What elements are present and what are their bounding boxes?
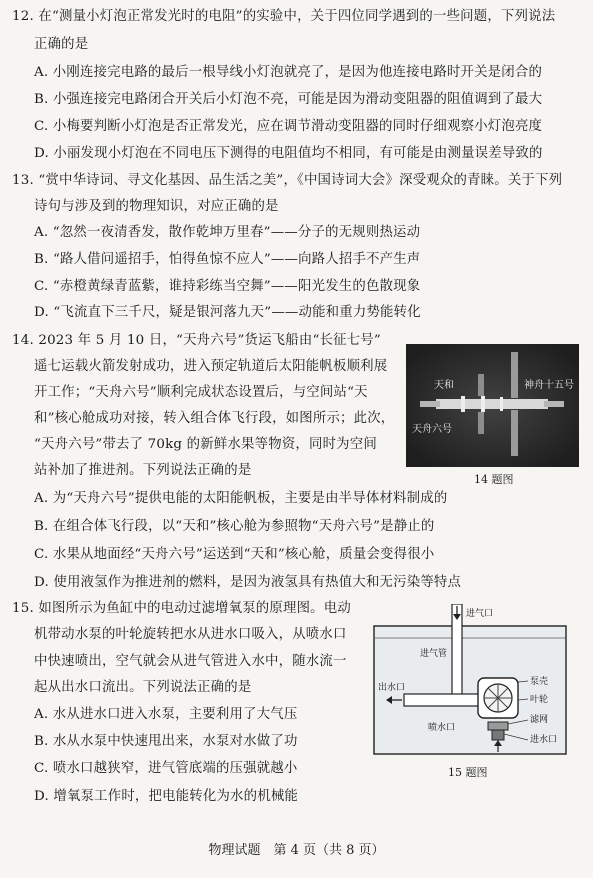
q15-option-d: D. 增氧泵工作时，把电能转化为水的机械能 [34, 789, 299, 804]
label-shenzhou-15: 神舟十五号 [524, 380, 574, 391]
q13-option-a: A. “忽然一夜清香发，散作乾坤万里春”——分子的无规则热运动 [34, 225, 421, 240]
q14-option-b: B. 在组合体飞行段，以“天和”核心舱为参照物“天舟六号”是静止的 [34, 519, 435, 534]
q14-stem-line-1: 14. 2023 年 5 月 10 日，“天舟六号”货运飞船由“长征七号” [12, 333, 381, 348]
q15-option-b: B. 水从水泵中快速甩出来，水泵对水做了功 [34, 734, 298, 749]
space-station-image [406, 344, 579, 467]
label-air-inlet: 进气口 [466, 609, 494, 619]
label-outlet: 出水口 [378, 683, 406, 693]
q15-option-c: C. 喷水口越狭窄，进气管底端的压强就越小 [34, 761, 298, 776]
q14-option-d: D. 使用液氢作为推进剂的燃料，是因为液氢具有热值大和无污染等特点 [34, 575, 462, 590]
q13-option-c: C. “赤橙黄绿青蓝紫，谁持彩练当空舞”——阳光发生的色散现象 [34, 279, 421, 294]
label-water-inlet: 进水口 [530, 735, 558, 745]
q12-stem-line-2: 正确的是 [34, 37, 89, 52]
q12-option-b: B. 小强连接完电路闭合开关后小灯泡不亮，可能是因为滑动变阻器的阻值调到了最大 [34, 92, 543, 107]
q13-option-d: D. “飞流直下三千尺，疑是银河落九天”——动能和重力势能转化 [34, 305, 421, 320]
q15-stem-line-4: 起从出水口流出。下列说法正确的是 [34, 680, 252, 695]
q14-option-c: C. 水果从地面经“天舟六号”运送到“天和”核心舱，质量会变得很小 [34, 547, 435, 562]
q14-stem-line-4: 和”核心舱成功对接，转入组合体飞行段，如图所示；此次， [34, 411, 395, 426]
q15-figure-caption: 15 题图 [448, 766, 488, 779]
label-pump-shell: 泵壳 [530, 677, 549, 687]
label-impeller: 叶轮 [530, 695, 549, 705]
q13-option-b: B. “路人借问遥招手，怕得鱼惊不应人”——向路人招手不产生声 [34, 252, 421, 267]
label-air-pipe: 进气管 [420, 649, 448, 659]
q14-stem-line-6: 站补加了推进剂。下列说法正确的是 [34, 463, 252, 478]
q15-stem-line-1: 15. 如图所示为鱼缸中的电动过滤增氧泵的原理图。电动 [12, 601, 351, 616]
q14-stem-line-5: “天舟六号”带去了 70kg 的新鲜水果等物资，同时为空间 [34, 437, 377, 452]
q12-option-c: C. 小梅要判断小灯泡是否正常发光，应在调节滑动变阻器的同时仔细观察小灯泡亮度 [34, 119, 543, 134]
q15-stem-line-2: 机带动水泵的叶轮旋转把水从进水口吸入，从喷水口 [34, 627, 347, 642]
q14-stem-line-2: 遥七运载火箭发射成功，进入预定轨道后太阳能帆板顺利展 [34, 359, 388, 374]
q12-option-a: A. 小刚连接完电路的最后一根导线小灯泡就亮了，是因为他连接电路时开关是闭合的 [34, 65, 543, 80]
label-nozzle: 喷水口 [428, 723, 456, 733]
q14-option-a: A. 为“天舟六号”提供电能的太阳能帆板，主要是由半导体材料制成的 [34, 491, 448, 506]
label-filter: 滤网 [530, 715, 549, 725]
q13-stem-line-1: 13. “赏中华诗词、寻文化基因、品生活之美”，《中国诗词大会》深受观众的青睐。关于下列 [12, 173, 563, 188]
q14-stem-line-3: 开工作；“天舟六号”顺利完成状态设置后，与空间站“天 [34, 385, 368, 400]
q14-figure-caption: 14 题图 [474, 473, 514, 486]
q15-stem-line-3: 中快速喷出，空气就会从进气管进入水中，随水流一 [34, 654, 347, 669]
q15-option-a: A. 水从进水口进入水泵，主要利用了大气压 [34, 707, 298, 722]
q15-figure-diagram [366, 604, 574, 764]
label-tianhe: 天和 [434, 380, 454, 391]
q14-figure-photo [406, 344, 579, 467]
q12-stem-line-1: 12. 在“测量小灯泡正常发光时的电阻”的实验中，关于四位同学遇到的一些问题，下列说法 [12, 9, 556, 24]
page-footer: 物理试题 第 4 页（共 8 页） [208, 843, 385, 858]
label-tianzhou-6: 天舟六号 [412, 424, 452, 435]
pump-diagram [366, 604, 574, 764]
q12-option-d: D. 小丽发现小灯泡在不同电压下测得的电阻值均不相同，有可能是由测量误差导致的 [34, 146, 543, 161]
q13-stem-line-2: 诗句与涉及到的物理知识，对应正确的是 [34, 199, 279, 214]
